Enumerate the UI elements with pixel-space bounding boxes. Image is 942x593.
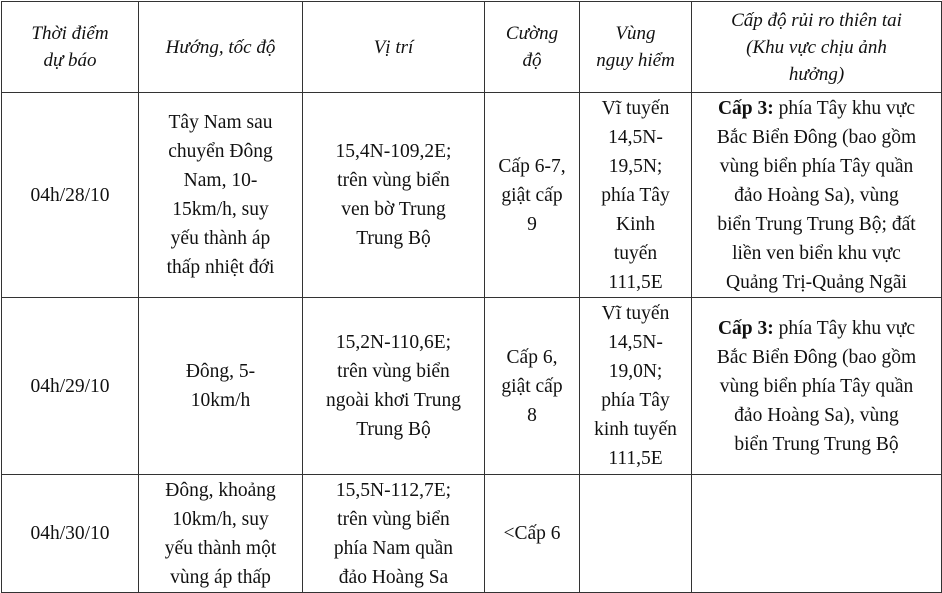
cell-risk-level: Cấp 3: phía Tây khu vực Bắc Biển Đông (bao gồm vùng biển phía Tây quần đảo Hoàng Sa), vùng biển Trung Trung Bộ; đất liền ven biển khu vực Quảng Trị-Quảng Ngãi [692,93,942,298]
cell-direction: Đông, khoảng 10km/h, suy yếu thành một vùng áp thấp [139,475,303,593]
header-risk-level: Cấp độ rủi ro thiên tai (Khu vực chịu ảnh hưởng) [692,2,942,93]
cell-time: 04h/30/10 [2,475,139,593]
cell-risk-level: Cấp 3: phía Tây khu vực Bắc Biển Đông (bao gồm vùng biển phía Tây quần đảo Hoàng Sa), vùng biển Trung Trung Bộ [692,298,942,475]
header-danger-zone: Vùng nguy hiểm [580,2,692,93]
header-forecast-time: Thời điểm dự báo [2,2,139,93]
risk-level-label: Cấp 3: [717,317,774,339]
cell-position: 15,4N-109,2E; trên vùng biển ven bờ Trung Trung Bộ [303,93,485,298]
cell-intensity: Cấp 6, giật cấp 8 [485,298,580,475]
header-position: Vị trí [303,2,485,93]
header-intensity: Cường độ [485,2,580,93]
table-row [2,298,942,475]
cell-position: 15,5N-112,7E; trên vùng biển phía Nam quần đảo Hoàng Sa [303,475,485,593]
risk-level-label: Cấp 3: [717,97,774,119]
header-row [2,2,942,93]
header-direction-speed: Hướng, tốc độ [139,2,303,93]
cell-intensity: <Cấp 6 [485,475,580,593]
forecast-table [1,1,942,593]
cell-intensity: Cấp 6-7, giật cấp 9 [485,93,580,298]
table-row [2,93,942,298]
table-row [2,475,942,593]
cell-risk-level [692,475,942,593]
cell-danger-zone [580,475,692,593]
cell-danger-zone: Vĩ tuyến 14,5N- 19,0N; phía Tây kinh tuyến 111,5E [580,298,692,475]
cell-direction: Đông, 5- 10km/h [139,298,303,475]
cell-time: 04h/29/10 [2,298,139,475]
cell-position: 15,2N-110,6E; trên vùng biển ngoài khơi Trung Trung Bộ [303,298,485,475]
cell-danger-zone: Vĩ tuyến 14,5N- 19,5N; phía Tây Kinh tuyến 111,5E [580,93,692,298]
cell-time: 04h/28/10 [2,93,139,298]
cell-direction: Tây Nam sau chuyển Đông Nam, 10- 15km/h, suy yếu thành áp thấp nhiệt đới [139,93,303,298]
